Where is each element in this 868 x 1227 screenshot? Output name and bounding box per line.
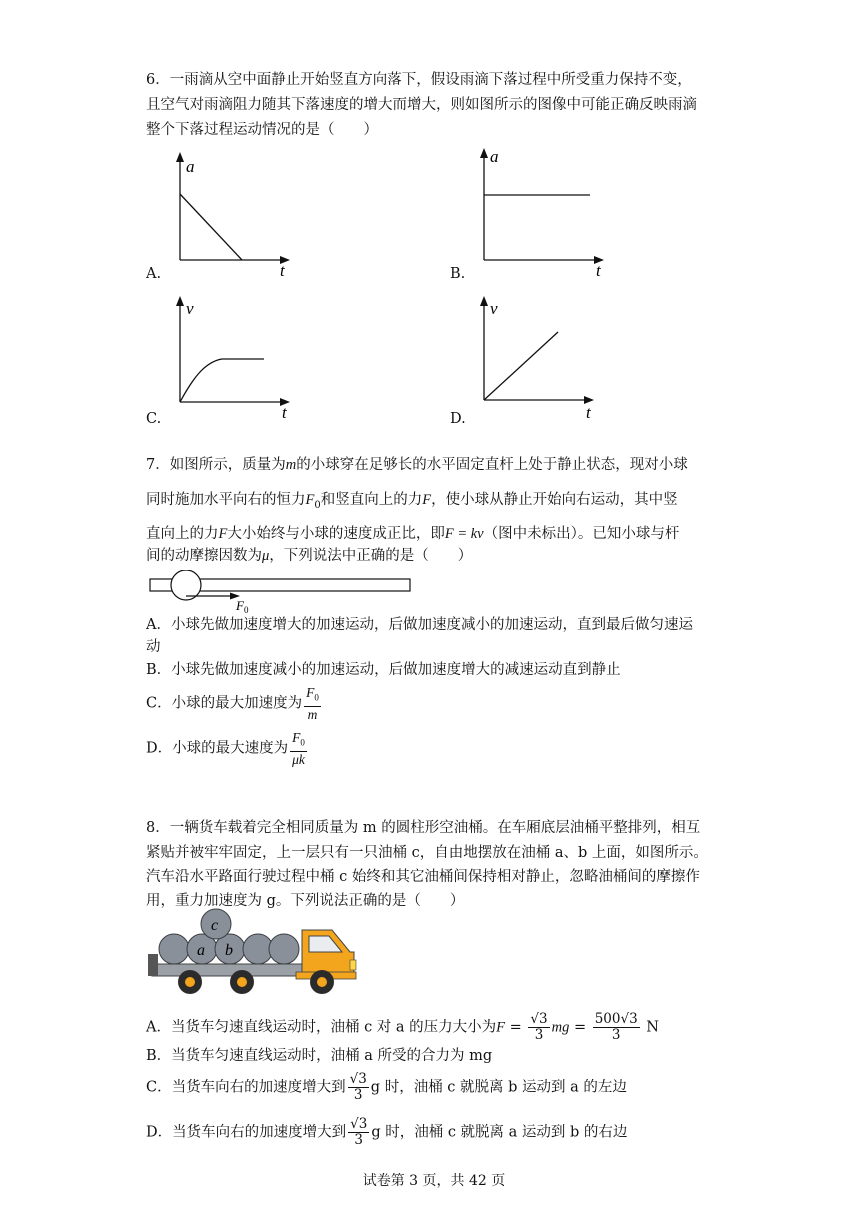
y-axis-arrow bbox=[176, 296, 184, 306]
fraction: $\frac{F_0}{m}$ bbox=[306, 685, 319, 722]
truck-bed bbox=[152, 964, 302, 976]
y-axis-label: v bbox=[186, 299, 194, 318]
barrel bbox=[159, 934, 189, 964]
fraction: $\frac{500√3}{3}$ bbox=[594, 1011, 638, 1043]
q6-option-c-label: C. bbox=[146, 411, 162, 427]
q7-stem-line-2: 同时施加水平向右的恒力$F_0$和竖直向上的力F，使小球从静止开始向右运动，其中竖 bbox=[146, 492, 678, 511]
headlight bbox=[350, 960, 356, 970]
q6-option-d-label: D. bbox=[450, 411, 466, 427]
x-axis-label: t bbox=[586, 403, 591, 422]
x-axis-label: t bbox=[282, 403, 287, 422]
y-axis-label: a bbox=[490, 147, 499, 166]
q6-stem-line-3: 整个下落过程运动情况的是（ ） bbox=[146, 122, 378, 138]
y-axis-label: a bbox=[186, 157, 195, 176]
q6-option-b-label: B. bbox=[450, 266, 466, 282]
q8-stem-line-3: 汽车沿水平路面行驶过程中桶 c 始终和其它油桶间保持相对静止，忽略油桶间的摩擦作 bbox=[146, 869, 700, 885]
fraction: $\frac{√3}{3}$ bbox=[349, 1071, 367, 1103]
wheel-hub bbox=[237, 977, 247, 987]
q7-stem-line-3: 直向上的力F大小始终与小球的速度成正比，即F = kv（图中未标出）。已知小球与杆 bbox=[146, 526, 680, 542]
barrel-c-label: c bbox=[211, 917, 219, 934]
fraction: $\frac{F_0}{\mu k}$ bbox=[292, 730, 305, 767]
wheel-hub bbox=[317, 977, 327, 987]
q6-graph-a bbox=[170, 148, 300, 278]
q6-graph-b bbox=[474, 142, 614, 278]
y-axis-arrow bbox=[176, 152, 184, 162]
q6-graph-d bbox=[474, 292, 604, 422]
q6-stem-line-2: 且空气对雨滴阻力随其下落速度的增大而增大，则如图所示的图像中可能正确反映雨滴 bbox=[146, 97, 697, 113]
q7-option-a-line-1: A．小球先做加速度增大的加速运动，后做加速度减小的加速运动，直到最后做匀速运 bbox=[146, 617, 693, 633]
q7-stem-line-4: 间的动摩擦因数为μ，下列说法中正确的是（ ） bbox=[146, 548, 473, 564]
graph-curve bbox=[180, 194, 242, 260]
q8-truck-figure bbox=[146, 908, 360, 1000]
q7-option-b: B．小球先做加速度减小的加速运动，后做加速度增大的减速运动直到静止 bbox=[146, 662, 621, 678]
q7-rod-figure bbox=[146, 570, 416, 616]
y-axis-arrow bbox=[480, 148, 488, 158]
q8-stem-line-2: 紧贴并被牢牢固定，上一层只有一只油桶 c，自由地摆放在油桶 a、b 上面，如图所示。 bbox=[146, 845, 708, 861]
q6-option-a-label: A. bbox=[146, 266, 162, 282]
x-axis-label: t bbox=[596, 261, 601, 278]
q8-stem-line-1: 8．一辆货车载着完全相同质量为 m 的圆柱形空油桶。在车厢底层油桶平整排列，相互 bbox=[146, 820, 701, 836]
barrel-b-label: b bbox=[225, 942, 233, 959]
q7-option-c: C．小球的最大加速度为 $\frac{F_0}{m}$ bbox=[146, 685, 319, 722]
q8-option-d: D．当货车向右的加速度增大到 $\frac{√3}{3}$ g 时，油桶 c 就脱离 a 运动到 b 的右边 bbox=[146, 1116, 628, 1148]
q8-option-c: C．当货车向右的加速度增大到 $\frac{√3}{3}$ g 时，油桶 c 就脱离 b 运动到 a 的左边 bbox=[146, 1071, 627, 1103]
wheel-hub bbox=[185, 977, 195, 987]
page-footer: 试卷第 3 页，共 42 页 bbox=[362, 1173, 506, 1189]
q8-option-a: A．当货车匀速直线运动时，油桶 c 对 a 的压力大小为F = $\frac{√3}{3}$ mg = $\frac{500√3}{3}$ N bbox=[146, 1011, 659, 1043]
barrel bbox=[269, 934, 299, 964]
force-label: $F_0$ bbox=[236, 598, 249, 615]
y-axis-arrow bbox=[480, 296, 488, 306]
q6-graph-c bbox=[170, 292, 300, 422]
fraction: $\frac{√3}{3}$ bbox=[350, 1116, 368, 1148]
y-axis-label: v bbox=[490, 299, 498, 318]
q7-option-d: D．小球的最大速度为 $\frac{F_0}{\mu k}$ bbox=[146, 730, 305, 767]
barrel-a-label: a bbox=[197, 942, 205, 959]
graph-curve bbox=[180, 359, 264, 402]
q8-stem-line-4: 用，重力加速度为 g。下列说法正确的是（ ） bbox=[146, 893, 465, 909]
q6-stem-line-1: 6．一雨滴从空中面静止开始竖直方向落下，假设雨滴下落过程中所受重力保持不变， bbox=[146, 72, 692, 88]
q7-stem-line-1: 7．如图所示，质量为m的小球穿在足够长的水平固定直杆上处于静止状态，现对小球 bbox=[146, 457, 688, 473]
graph-curve bbox=[484, 332, 558, 400]
fraction: $\frac{√3}{3}$ bbox=[530, 1011, 548, 1043]
q7-option-a-line-2: 动 bbox=[146, 639, 161, 655]
truck-tailgate bbox=[148, 954, 158, 976]
q8-option-b: B．当货车匀速直线运动时，油桶 a 所受的合力为 mg bbox=[146, 1048, 493, 1064]
x-axis-label: t bbox=[280, 261, 285, 278]
